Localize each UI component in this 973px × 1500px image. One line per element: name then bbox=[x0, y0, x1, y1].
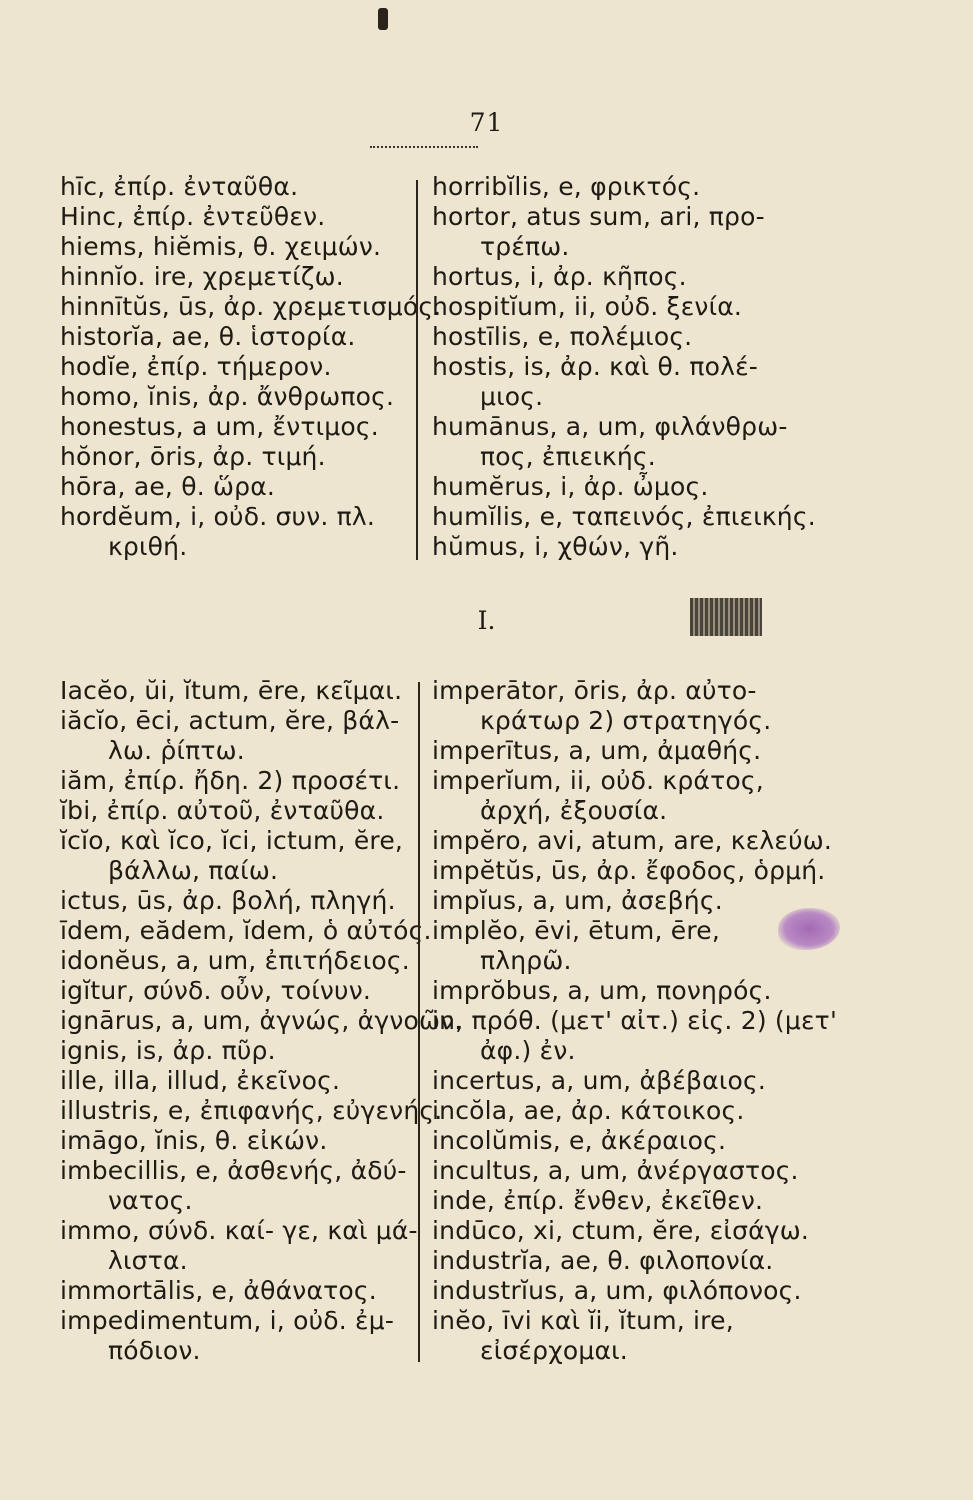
dictionary-entry-line: illustris, e, ἐπιφανής, εὐγενής. bbox=[60, 1096, 443, 1125]
dictionary-entry-line: industrĭa, ae, θ. φιλοπονία. bbox=[432, 1246, 774, 1275]
ink-stain bbox=[778, 908, 840, 950]
dictionary-entry-line: hiems, hiĕmis, θ. χειμών. bbox=[60, 232, 382, 261]
dictionary-entry-line: imperĭum, ii, οὐδ. κράτος, bbox=[432, 766, 764, 795]
dictionary-entry-line: incertus, a, um, ἀβέβαιος. bbox=[432, 1066, 767, 1095]
dictionary-entry-line: hōra, ae, θ. ὥρα. bbox=[60, 472, 276, 501]
dictionary-entry-line: τρέπω. bbox=[480, 232, 570, 261]
dictionary-entry-line: impĕtŭs, ūs, ἀρ. ἔφοδος, ὁρμή. bbox=[432, 856, 826, 885]
ink-mark bbox=[378, 8, 388, 30]
dictionary-entry-line: ille, illa, illud, ἐκεῖνος. bbox=[60, 1066, 341, 1095]
dictionary-entry-line: īdem, eădem, ĭdem, ὁ αὐτός. bbox=[60, 916, 432, 945]
dictionary-entry-line: ignārus, a, um, ἀγνώς, ἀγνοῶν. bbox=[60, 1006, 463, 1035]
entries-column-h-right bbox=[432, 172, 816, 562]
dictionary-entry-line: inde, ἐπίρ. ἔνθεν, ἐκεῖθεν. bbox=[432, 1186, 764, 1215]
dictionary-entry-line: hīc, ἐπίρ. ἐνταῦθα. bbox=[60, 172, 299, 201]
dictionary-entry-line: industrĭus, a, um, φιλόπονος. bbox=[432, 1276, 802, 1305]
dictionary-entry-line: κράτωρ 2) στρατηγός. bbox=[480, 706, 772, 735]
dictionary-entry-line: πληρῶ. bbox=[480, 946, 572, 975]
section-heading: I. bbox=[477, 606, 496, 635]
dictionary-entry-line: historĭa, ae, θ. ἱστορία. bbox=[60, 322, 356, 351]
dictionary-entry-line: inĕo, īvi καὶ ĭi, ĭtum, ire, bbox=[432, 1306, 734, 1335]
dictionary-entry-line: hinnītŭs, ūs, ἀρ. χρεμετισμός. bbox=[60, 292, 442, 321]
dictionary-entry-line: incolŭmis, e, ἀκέραιος. bbox=[432, 1126, 727, 1155]
dictionary-entry-line: hodĭe, ἐπίρ. τήμερον. bbox=[60, 352, 332, 381]
dictionary-entry-line: ignis, is, ἀρ. πῦρ. bbox=[60, 1036, 276, 1065]
dictionary-entry-line: hostīlis, e, πολέμιος. bbox=[432, 322, 693, 351]
entries-column-i-right bbox=[432, 676, 838, 1366]
dictionary-entry-line: hordĕum, i, οὐδ. συν. πλ. bbox=[60, 502, 376, 531]
dictionary-entry-line: hostis, is, ἀρ. καὶ θ. πολέ- bbox=[432, 352, 759, 381]
page-number-rule bbox=[370, 146, 478, 148]
dictionary-entry-line: κριθή. bbox=[108, 532, 188, 561]
dictionary-entry-line: iăcĭo, ēci, actum, ĕre, βάλ- bbox=[60, 706, 400, 735]
dictionary-entry-line: humĕrus, i, ἀρ. ὦμος. bbox=[432, 472, 709, 501]
dictionary-entry-line: horribĭlis, e, φρικτός. bbox=[432, 172, 701, 201]
dictionary-entry-line: ĭbi, ἐπίρ. αὐτοῦ, ἐνταῦθα. bbox=[60, 796, 385, 825]
dictionary-entry-line: imāgo, ĭnis, θ. εἰκών. bbox=[60, 1126, 328, 1155]
dictionary-entry-line: imbecillis, e, ἀσθενής, ἀδύ- bbox=[60, 1156, 407, 1185]
dictionary-entry-line: εἰσέρχομαι. bbox=[480, 1336, 628, 1365]
entries-column-i-left bbox=[60, 676, 463, 1366]
dictionary-entry-line: igĭtur, σύνδ. οὖν, τοίνυν. bbox=[60, 976, 372, 1005]
dictionary-entry-line: imprŏbus, a, um, πονηρός. bbox=[432, 976, 772, 1005]
dictionary-entry-line: λιστα. bbox=[108, 1246, 188, 1275]
dictionary-entry-line: honestus, a um, ἔντιμος. bbox=[60, 412, 379, 441]
dictionary-entry-line: humānus, a, um, φιλάνθρω- bbox=[432, 412, 788, 441]
column-divider-bottom bbox=[418, 682, 420, 1362]
dictionary-entry-line: incultus, a, um, ἀνέργαστος. bbox=[432, 1156, 799, 1185]
dictionary-entry-line: indūco, xi, ctum, ĕre, εἰσάγω. bbox=[432, 1216, 810, 1245]
dictionary-entry-line: ἀρχή, ἐξουσία. bbox=[480, 796, 668, 825]
dictionary-entry-line: implĕo, ēvi, ētum, ēre, bbox=[432, 916, 721, 945]
dictionary-entry-line: imperītus, a, um, ἀμαθής. bbox=[432, 736, 762, 765]
dictionary-entry-line: homo, ĭnis, ἀρ. ἄνθρωπος. bbox=[60, 382, 395, 411]
dictionary-entry-line: incŏla, ae, ἀρ. κάτοικος. bbox=[432, 1096, 745, 1125]
column-divider-top bbox=[416, 180, 418, 560]
entries-column-h-left bbox=[60, 172, 442, 562]
dictionary-entry-line: hortor, atus sum, ari, προ- bbox=[432, 202, 765, 231]
dictionary-entry-line: νατος. bbox=[108, 1186, 193, 1215]
dictionary-entry-line: λω. ῥίπτω. bbox=[108, 736, 245, 765]
dictionary-entry-line: hŏnor, ōris, ἀρ. τιμή. bbox=[60, 442, 326, 471]
dictionary-entry-line: ĭcĭo, καὶ ĭco, ĭci, ictum, ĕre, bbox=[60, 826, 404, 855]
dictionary-entry-line: hŭmus, i, χθών, γῆ. bbox=[432, 532, 679, 561]
library-stamp bbox=[690, 598, 762, 636]
dictionary-entry-line: idonĕus, a, um, ἐπιτήδειος. bbox=[60, 946, 410, 975]
dictionary-entry-line: imperātor, ōris, ἀρ. αὐτο- bbox=[432, 676, 757, 705]
dictionary-entry-line: impedimentum, i, οὐδ. ἐμ- bbox=[60, 1306, 395, 1335]
dictionary-entry-line: πόδιον. bbox=[108, 1336, 201, 1365]
page-number: 71 bbox=[469, 108, 504, 137]
dictionary-entry-line: ἀφ.) ἐν. bbox=[480, 1036, 576, 1065]
dictionary-entry-line: humĭlis, e, ταπεινός, ἐπιεικής. bbox=[432, 502, 816, 531]
dictionary-entry-line: in, πρόθ. (μετ' αἰτ.) εἰς. 2) (μετ' bbox=[432, 1006, 838, 1035]
dictionary-entry-line: πος, ἐπιεικής. bbox=[480, 442, 656, 471]
dictionary-entry-line: immo, σύνδ. καί- γε, καὶ μά- bbox=[60, 1216, 418, 1245]
dictionary-entry-line: iăm, ἐπίρ. ἤδη. 2) προσέτι. bbox=[60, 766, 401, 795]
dictionary-entry-line: impĭus, a, um, ἀσεβής. bbox=[432, 886, 723, 915]
dictionary-entry-line: hortus, i, ἀρ. κῆπος. bbox=[432, 262, 687, 291]
dictionary-entry-line: Iacĕo, ŭi, ĭtum, ēre, κεῖμαι. bbox=[60, 676, 403, 705]
dictionary-entry-line: βάλλω, παίω. bbox=[108, 856, 279, 885]
dictionary-entry-line: impĕro, avi, atum, are, κελεύω. bbox=[432, 826, 833, 855]
dictionary-entry-line: immortālis, e, ἀθάνατος. bbox=[60, 1276, 377, 1305]
dictionary-entry-line: hospitĭum, ii, οὐδ. ξενία. bbox=[432, 292, 743, 321]
dictionary-entry-line: ictus, ūs, ἀρ. βολή, πληγή. bbox=[60, 886, 396, 915]
dictionary-entry-line: Hinc, ἐπίρ. ἐντεῦθεν. bbox=[60, 202, 326, 231]
dictionary-entry-line: hinnĭo. ire, χρεμετίζω. bbox=[60, 262, 344, 291]
dictionary-entry-line: μιος. bbox=[480, 382, 544, 411]
